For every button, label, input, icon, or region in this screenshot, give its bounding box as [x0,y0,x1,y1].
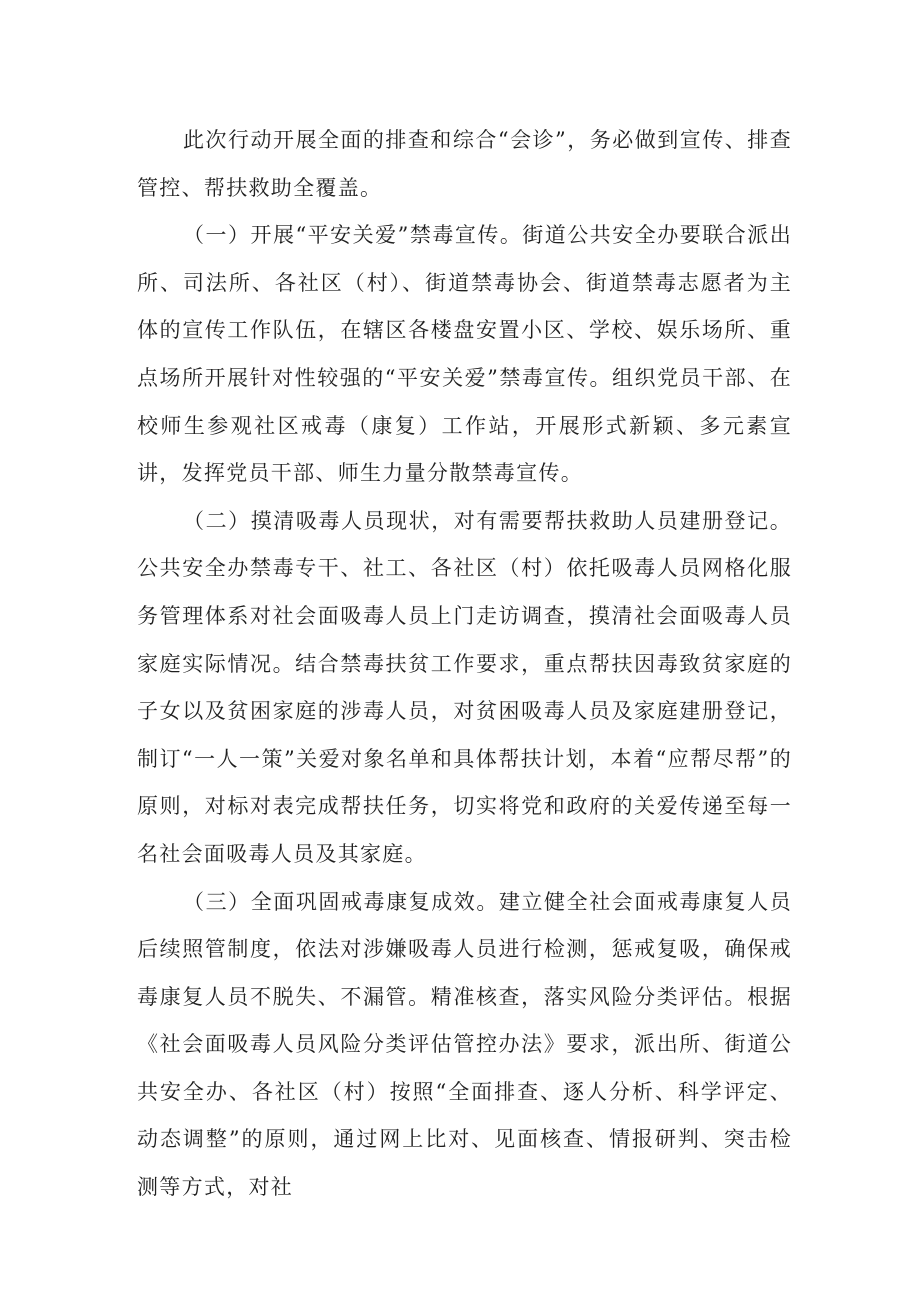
paragraph-section-1: （一）开展“平安关爱”禁毒宣传。街道公共安全办要联合派出所、司法所、各社区（村）、街道禁毒协会、街道禁毒志愿者为主体的宣传工作队伍，在辖区各楼盘安置小区、学校、娱乐场所、重点场所开展针对性较强的“平安关爱”禁毒宣传。组织党员干部、在校师生参观社区戒毒（康复）工作站，开展形式新颖、多元素宣讲，发挥党员干部、师生力量分散禁毒宣传。 [137,223,792,486]
paragraph-section-2: （二）摸清吸毒人员现状，对有需要帮扶救助人员建册登记。公共安全办禁毒专干、社工、各社区（村）依托吸毒人员网格化服务管理体系对社会面吸毒人员上门走访调查，摸清社会面吸毒人员家庭实际情况。结合禁毒扶贫工作要求，重点帮扶因毒致贫家庭的子女以及贫困家庭的涉毒人员，对贫困吸毒人员及家庭建册登记，制订“一人一策”关爱对象名单和具体帮扶计划，本着“应帮尽帮”的原则，对标对表完成帮扶任务，切实将党和政府的关爱传递至每一名社会面吸毒人员及其家庭。 [137,508,792,866]
paragraph-intro: 此次行动开展全面的排查和综合“会诊”，务必做到宣传、排查管控、帮扶救助全覆盖。 [137,128,792,200]
document-body [137,117,792,1212]
paragraph-section-3: （三）全面巩固戒毒康复成效。建立健全社会面戒毒康复人员后续照管制度，依法对涉嫌吸毒人员进行检测，惩戒复吸，确保戒毒康复人员不脱失、不漏管。精准核查，落实风险分类评估。根据《社会面吸毒人员风险分类评估管控办法》要求，派出所、街道公共安全办、各社区（村）按照“全面排查、逐人分析、科学评定、动态调整”的原则，通过网上比对、见面核查、情报研判、突击检测等方式，对社 [137,889,792,1200]
